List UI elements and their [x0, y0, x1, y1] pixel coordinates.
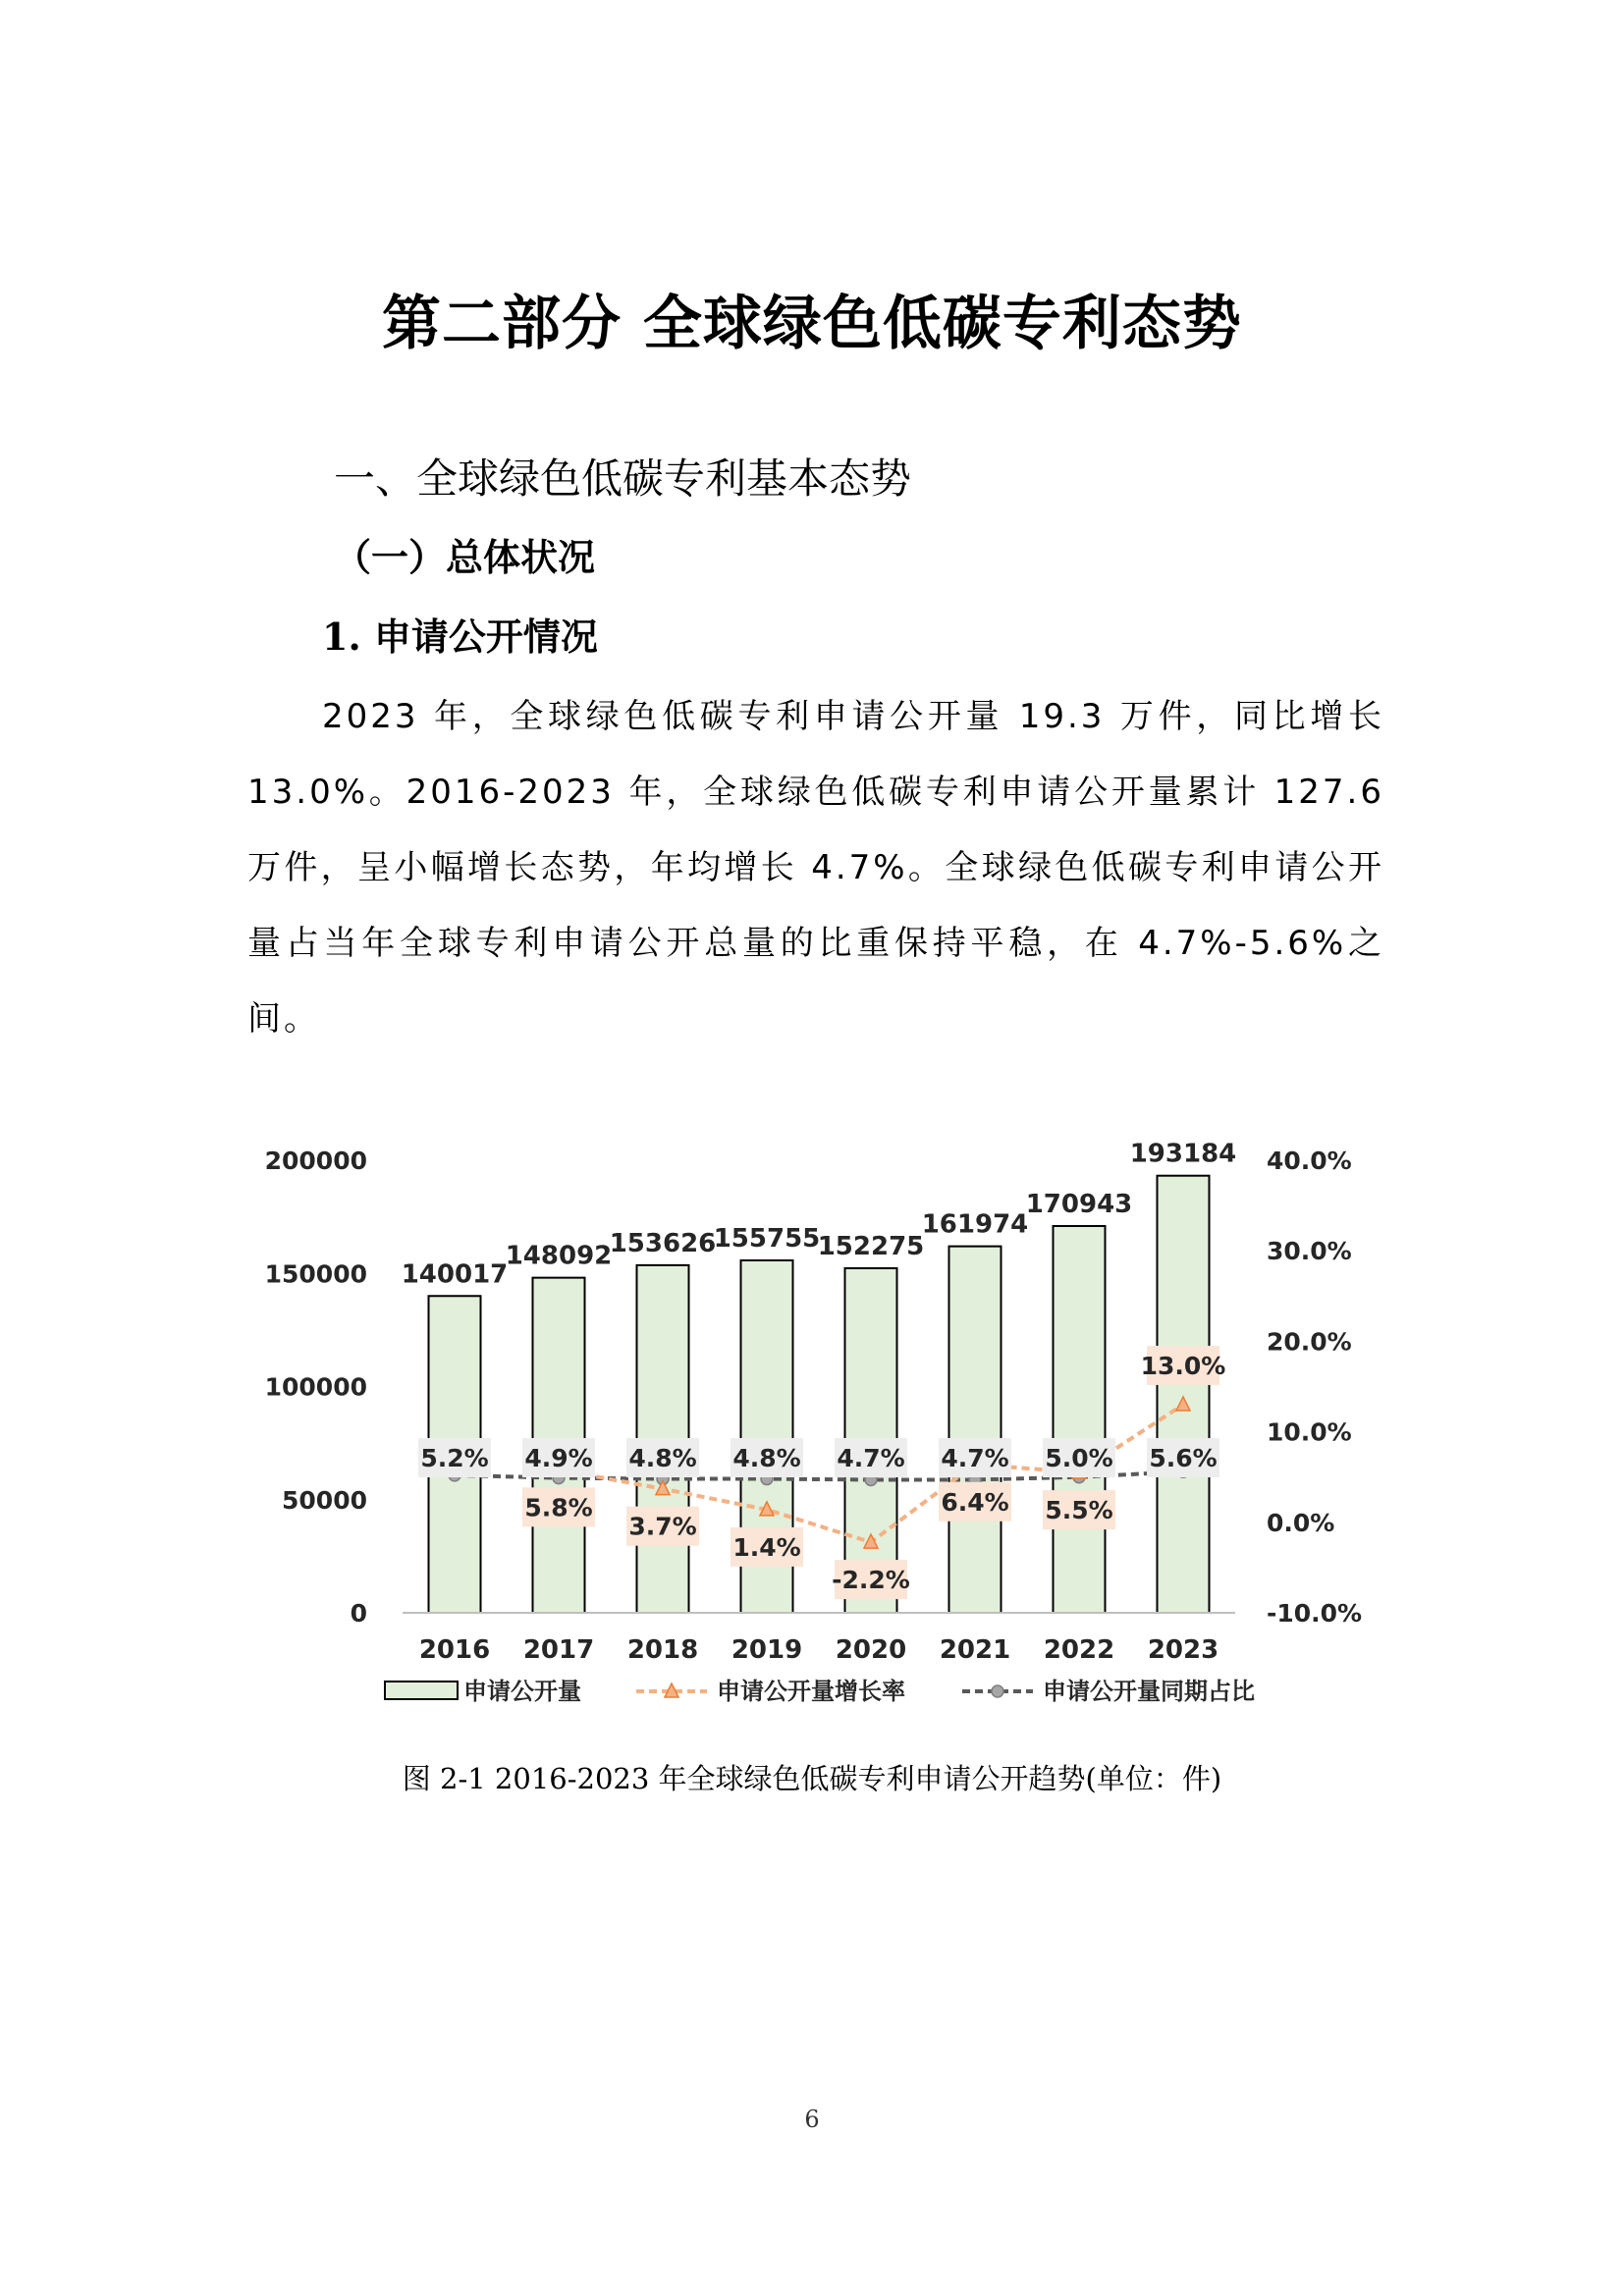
x-tick-label: 2020: [835, 1635, 907, 1665]
growth-data-label: 13.0%: [1140, 1351, 1226, 1380]
page-title: 第二部分 全球绿色低碳专利态势: [382, 290, 1242, 358]
y-right-tick-label: 40.0%: [1267, 1147, 1352, 1175]
bar: [949, 1247, 1001, 1613]
share-data-label: 5.0%: [1045, 1444, 1113, 1472]
figure-caption: 图 2-1 2016-2023 年全球绿色低碳专利申请公开趋势(单位：件): [402, 1762, 1222, 1795]
y-right-tick-label: 0.0%: [1267, 1508, 1335, 1537]
y-left-tick-label: 0: [350, 1599, 367, 1628]
growth-data-label: 6.4%: [941, 1487, 1009, 1517]
bar-value-label: 170943: [1025, 1189, 1133, 1219]
y-left-tick-label: 200000: [264, 1147, 367, 1175]
growth-data-label: 5.5%: [1045, 1496, 1113, 1525]
bar-value-label: 140017: [401, 1259, 509, 1290]
bar-value-label: 155755: [713, 1223, 821, 1254]
share-data-label: 5.2%: [420, 1444, 489, 1472]
growth-data-label: -2.2%: [832, 1566, 910, 1595]
share-data-label: 4.7%: [837, 1444, 905, 1472]
bar-value-label: 153626: [609, 1228, 717, 1258]
bar-value-label: 148092: [505, 1241, 613, 1271]
share-data-label: 4.9%: [524, 1444, 593, 1472]
share-data-label: 4.8%: [732, 1444, 801, 1472]
growth-data-label: 5.8%: [524, 1493, 593, 1522]
x-tick-label: 2022: [1043, 1635, 1115, 1665]
growth-data-label: 1.4%: [732, 1532, 801, 1562]
x-tick-label: 2021: [939, 1635, 1011, 1665]
page-number: 6: [804, 2106, 820, 2133]
y-right-tick-label: -10.0%: [1267, 1599, 1363, 1628]
legend-bar-swatch: [385, 1682, 458, 1699]
bar: [1158, 1176, 1210, 1613]
x-tick-label: 2023: [1147, 1635, 1219, 1665]
share-data-label: 4.8%: [628, 1444, 697, 1472]
sub-subsection-heading: 1. 申请公开情况: [322, 614, 598, 659]
legend-label-bars: 申请公开量: [463, 1678, 581, 1705]
y-left-tick-label: 50000: [282, 1485, 367, 1515]
section-heading: 一、全球绿色低碳专利基本态势: [334, 454, 912, 503]
x-tick-label: 2019: [731, 1635, 803, 1665]
subsection-heading: （一）总体状况: [334, 535, 596, 579]
body-paragraph: 2023 年，全球绿色低碳专利申请公开量 19.3 万件，同比增长 13.0%。2016-2023 年，全球绿色低碳专利申请公开量累计 127.6 万件，呈小幅增长态势，年均增长 4.7%。全球绿色低碳专利申请公开量占当年全球专利申请公开总量的比重保持平稳，在 4.7%-5.6%之间。: [247, 697, 1384, 1039]
share-data-label: 5.6%: [1149, 1444, 1218, 1472]
bar: [1054, 1226, 1106, 1613]
patent-trend-chart: [245, 1119, 1384, 1728]
bar-value-label: 161974: [921, 1209, 1029, 1240]
legend-share-marker: [992, 1685, 1003, 1697]
y-right-tick-label: 30.0%: [1267, 1237, 1352, 1266]
x-tick-label: 2018: [626, 1635, 699, 1665]
x-tick-label: 2016: [418, 1635, 491, 1665]
y-right-tick-label: 10.0%: [1267, 1417, 1352, 1447]
legend-label-share: 申请公开量同期占比: [1043, 1678, 1255, 1705]
bar-value-label: 193184: [1129, 1139, 1237, 1169]
growth-data-label: 3.7%: [628, 1512, 697, 1541]
y-left-tick-label: 150000: [264, 1259, 367, 1289]
legend-label-growth: 申请公开量增长率: [717, 1678, 905, 1705]
x-tick-label: 2017: [522, 1635, 595, 1665]
y-left-tick-label: 100000: [264, 1372, 367, 1402]
bar-value-label: 152275: [817, 1232, 925, 1262]
y-right-tick-label: 20.0%: [1267, 1327, 1352, 1357]
share-data-label: 4.7%: [941, 1444, 1009, 1472]
